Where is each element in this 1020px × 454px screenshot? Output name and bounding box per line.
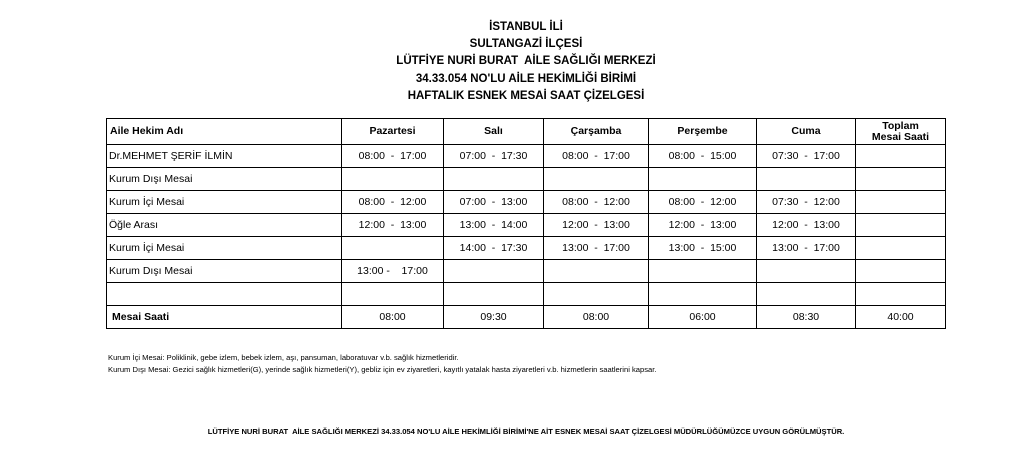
column-header: Perşembe [649,119,757,145]
table-cell: Dr.MEHMET ŞERİF İLMİN [107,145,342,168]
header-unit: 34.33.054 NO'LU AİLE HEKİMLİĞİ BİRİMİ [415,72,637,85]
table-cell [444,168,544,191]
table-cell: 14:00 - 17:30 [444,237,544,260]
table-row [107,214,946,237]
table-cell: 08:00 - 17:00 [544,145,649,168]
table-cell [856,214,946,237]
table-cell: 12:00 - 13:00 [342,214,444,237]
document-header [0,19,1020,105]
table-cell: 08:00 - 17:00 [342,145,444,168]
table-row [107,283,946,306]
table-cell: 07:00 - 17:30 [444,145,544,168]
table-cell: 07:00 - 13:00 [444,191,544,214]
table-cell [757,283,856,306]
table-cell: 12:00 - 13:00 [757,214,856,237]
total-row [107,306,946,329]
column-header: Salı [444,119,544,145]
table-cell [444,260,544,283]
total-label: Mesai Saati [107,306,342,329]
table-cell [544,168,649,191]
column-header: Aile Hekim Adı [107,119,342,145]
table-cell [649,260,757,283]
table-cell [856,191,946,214]
table-cell: 12:00 - 13:00 [544,214,649,237]
table-cell: 08:00 - 12:00 [649,191,757,214]
total-cell: 08:00 [342,306,444,329]
header-schedule-title: HAFTALIK ESNEK MESAİ SAAT ÇİZELGESİ [407,89,645,102]
total-cell: 08:30 [757,306,856,329]
total-cell: 08:00 [544,306,649,329]
grand-total-cell: 40:00 [856,306,946,329]
table-cell [342,168,444,191]
table-cell: 12:00 - 13:00 [649,214,757,237]
header-health-center: LÜTFİYE NURİ BURAT AİLE SAĞLIĞI MERKEZİ [396,55,656,68]
table-cell [856,168,946,191]
footnote-external-hours: Kurum Dışı Mesai: Gezici sağlık hizmetleri(G), yerinde sağlık hizmetleri(Y), gebliz için ev ziyaretleri, kayıtlı yatalak hasta ziyaretleri v.b. hizmetlerin saatlerini kapsar. [108,364,657,374]
table-cell [544,260,649,283]
table-cell [757,168,856,191]
table-row [107,191,946,214]
table-cell [342,283,444,306]
table-cell [444,283,544,306]
table-cell [342,237,444,260]
table-cell [856,260,946,283]
schedule-table [106,118,946,329]
table-cell [649,283,757,306]
table-cell [856,145,946,168]
table-row [107,145,946,168]
table-row [107,260,946,283]
table-cell: 07:30 - 12:00 [757,191,856,214]
column-header: Cuma [757,119,856,145]
table-row [107,237,946,260]
header-province: İSTANBUL İLİ [489,21,563,33]
table-cell: 08:00 - 12:00 [342,191,444,214]
table-cell: 13:00 - 15:00 [649,237,757,260]
footnotes [108,352,656,375]
table-cell [544,283,649,306]
table-cell [107,283,342,306]
table-cell [856,237,946,260]
column-header: Pazartesi [342,119,444,145]
table-cell: 08:00 - 12:00 [544,191,649,214]
table-header-row [107,119,946,145]
table-cell: 13:00 - 17:00 [757,237,856,260]
table-cell: 13:00 - 17:00 [544,237,649,260]
table-cell [649,168,757,191]
approval-statement: LÜTFİYE NURİ BURAT AİLE SAĞLIĞI MERKEZİ 34.33.054 NO'LU AİLE HEKİMLİĞİ BİRİMİ'NE AİT ESNEK MESAİ SAAT ÇİZELGESİ MÜDÜRLÜĞÜMÜZCE UYGUN GÖRÜLMÜŞTÜR. [207,427,845,436]
header-district: SULTANGAZİ İLÇESİ [469,38,583,51]
table-cell: Kurum İçi Mesai [107,191,342,214]
table-cell: Kurum İçi Mesai [107,237,342,260]
table-cell: 13:00 - 14:00 [444,214,544,237]
table-cell: Öğle Arası [107,214,342,237]
column-header: Toplam Mesai Saati [856,119,946,145]
table-cell: 07:30 - 17:00 [757,145,856,168]
table-cell [757,260,856,283]
footnote-internal-hours: Kurum İçi Mesai: Poliklinik, gebe izlem, bebek izlem, aşı, pansuman, laboratuvar v.b. sağlık hizmetleridir. [108,353,459,362]
column-header: Çarşamba [544,119,649,145]
table-cell: 13:00 - 17:00 [342,260,444,283]
table-cell [856,283,946,306]
table-row [107,168,946,191]
table-cell: Kurum Dışı Mesai [107,260,342,283]
total-cell: 09:30 [444,306,544,329]
total-cell: 06:00 [649,306,757,329]
table-cell: 08:00 - 15:00 [649,145,757,168]
table-cell: Kurum Dışı Mesai [107,168,342,191]
